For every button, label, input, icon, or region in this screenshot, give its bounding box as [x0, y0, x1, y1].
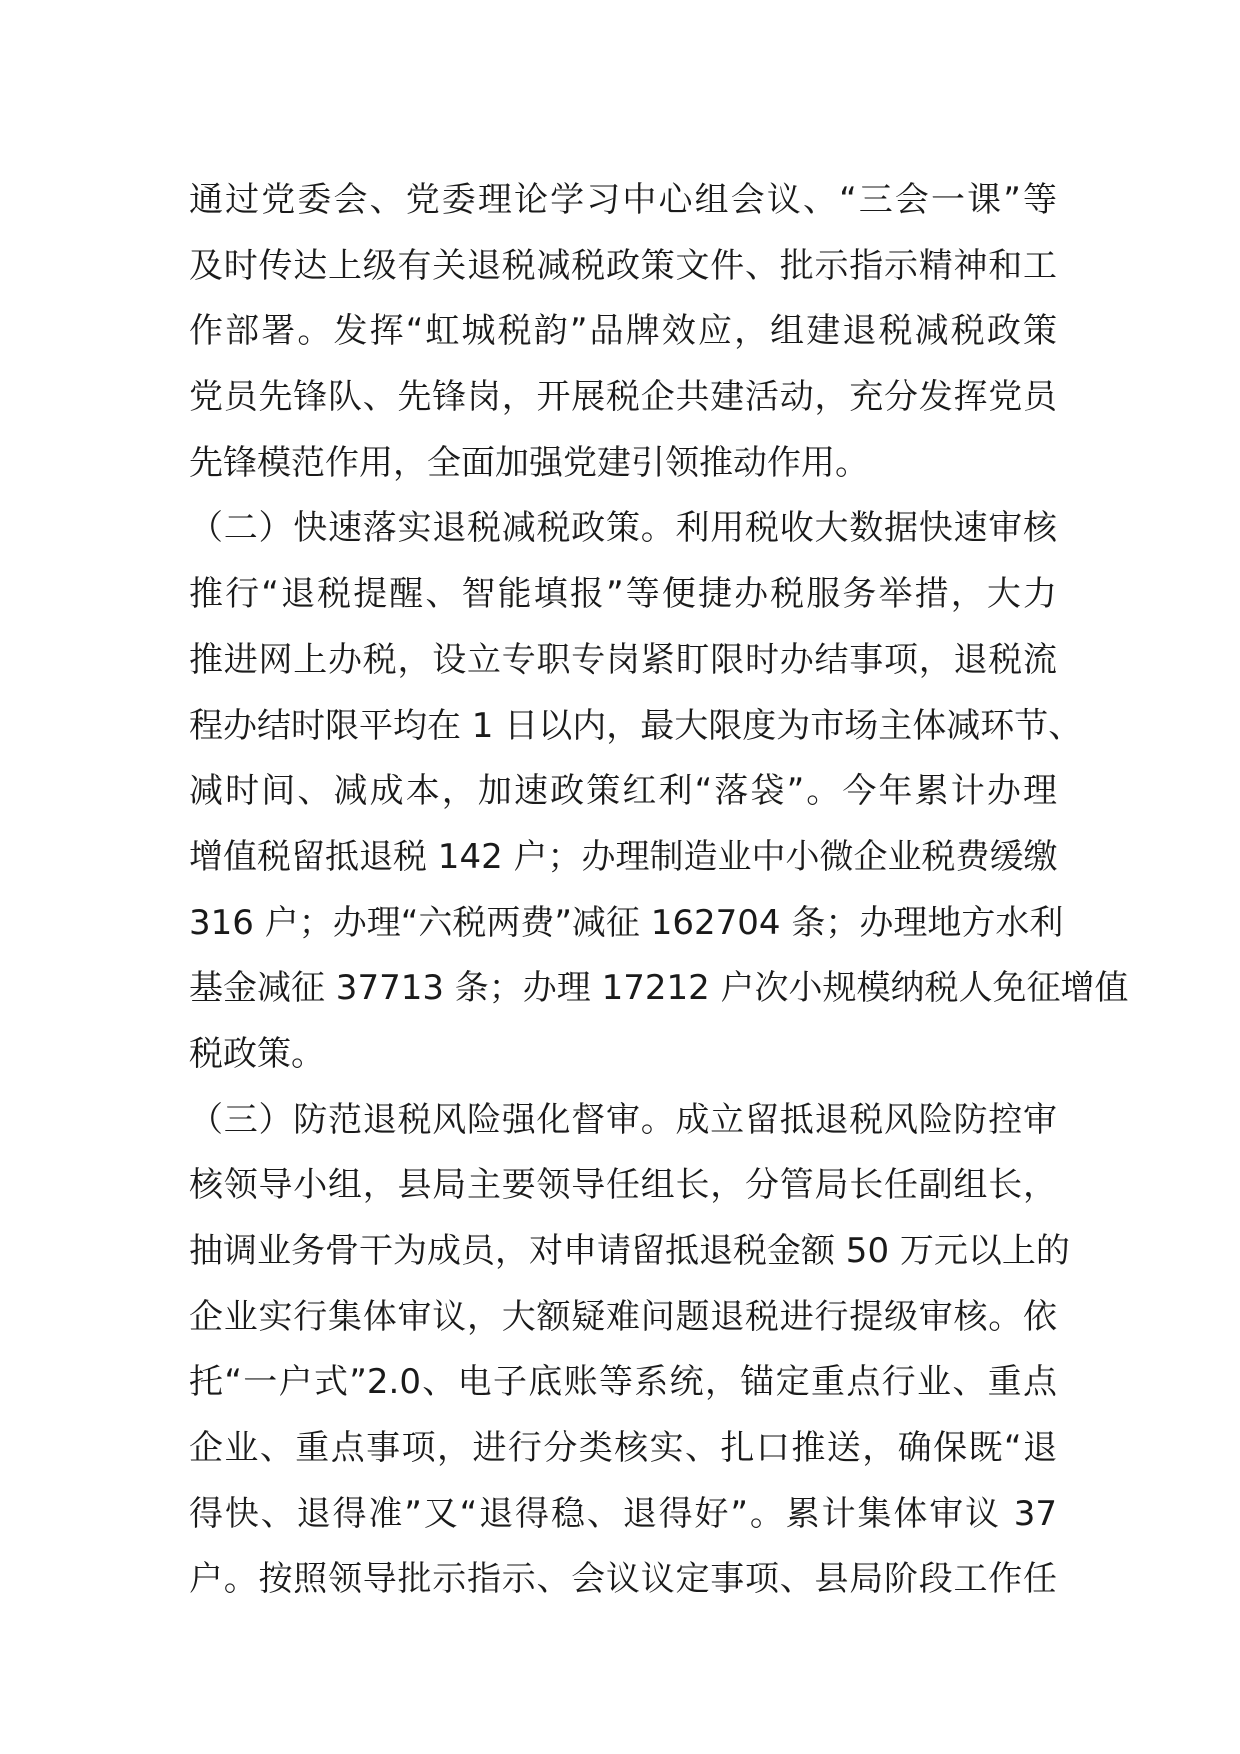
text-line: 基金减征 37713 条；办理 17212 户次小规模纳税人免征增值 [189, 968, 1129, 1009]
text-line: 减时间、减成本，加速政策红利“落袋”。今年累计办理 [189, 771, 1057, 812]
paragraph-party-building [189, 168, 1057, 496]
text-line: 作部署。发挥“虹城税韵”品牌效应，组建退税减税政策 [189, 311, 1057, 352]
text-line: 推行“退税提醒、智能填报”等便捷办税服务举措，大力 [189, 574, 1057, 615]
paragraph-section-3 [189, 1088, 1070, 1614]
text-line: 得快、退得准”又“退得稳、退得好”。累计集体审议 37 [189, 1493, 1057, 1534]
text-line: 通过党委会、党委理论学习中心组会议、“三会一课”等 [189, 180, 1057, 220]
body-text [189, 168, 1129, 1613]
text-line: 及时传达上级有关退税减税政策文件、批示指示精神和工 [189, 245, 1057, 286]
text-line: 先锋模范作用，全面加强党建引领推动作用。 [189, 442, 869, 483]
text-line: 316 户；办理“六税两费”减征 162704 条；办理地方水利 [189, 902, 1064, 943]
text-line: 推进网上办税，设立专职专岗紧盯限时办结事项，退税流 [189, 639, 1057, 680]
section-heading-line: （三）防范退税风险强化督审。成立留抵退税风险防控审 [189, 1099, 1057, 1140]
section-heading-line: （二）快速落实退税减税政策。利用税收大数据快速审核 [189, 508, 1057, 549]
text-line: 企业实行集体审议，大额疑难问题退税进行提级审核。依 [189, 1296, 1057, 1337]
text-line: 增值税留抵退税 142 户；办理制造业中小微企业税费缓缴 [189, 836, 1058, 877]
text-line: 程办结时限平均在 1 日以内，最大限度为市场主体减环节、 [189, 705, 1083, 746]
text-line: 核领导小组，县局主要领导任组长，分管局长任副组长， [189, 1165, 1057, 1206]
text-line: 托“一户式”2.0、电子底账等系统，锚定重点行业、重点 [189, 1362, 1057, 1403]
text-line: 党员先锋队、先锋岗，开展税企共建活动，充分发挥党员 [189, 377, 1057, 418]
text-line: 抽调业务骨干为成员，对申请留抵退税金额 50 万元以上的 [189, 1231, 1070, 1271]
text-line: 企业、重点事项，进行分类核实、扎口推送，确保既“退 [189, 1428, 1057, 1469]
text-line: 税政策。 [189, 1033, 325, 1074]
text-line: 户。按照领导批示指示、会议议定事项、县局阶段工作任 [189, 1559, 1057, 1600]
paragraph-section-2 [189, 496, 1129, 1087]
